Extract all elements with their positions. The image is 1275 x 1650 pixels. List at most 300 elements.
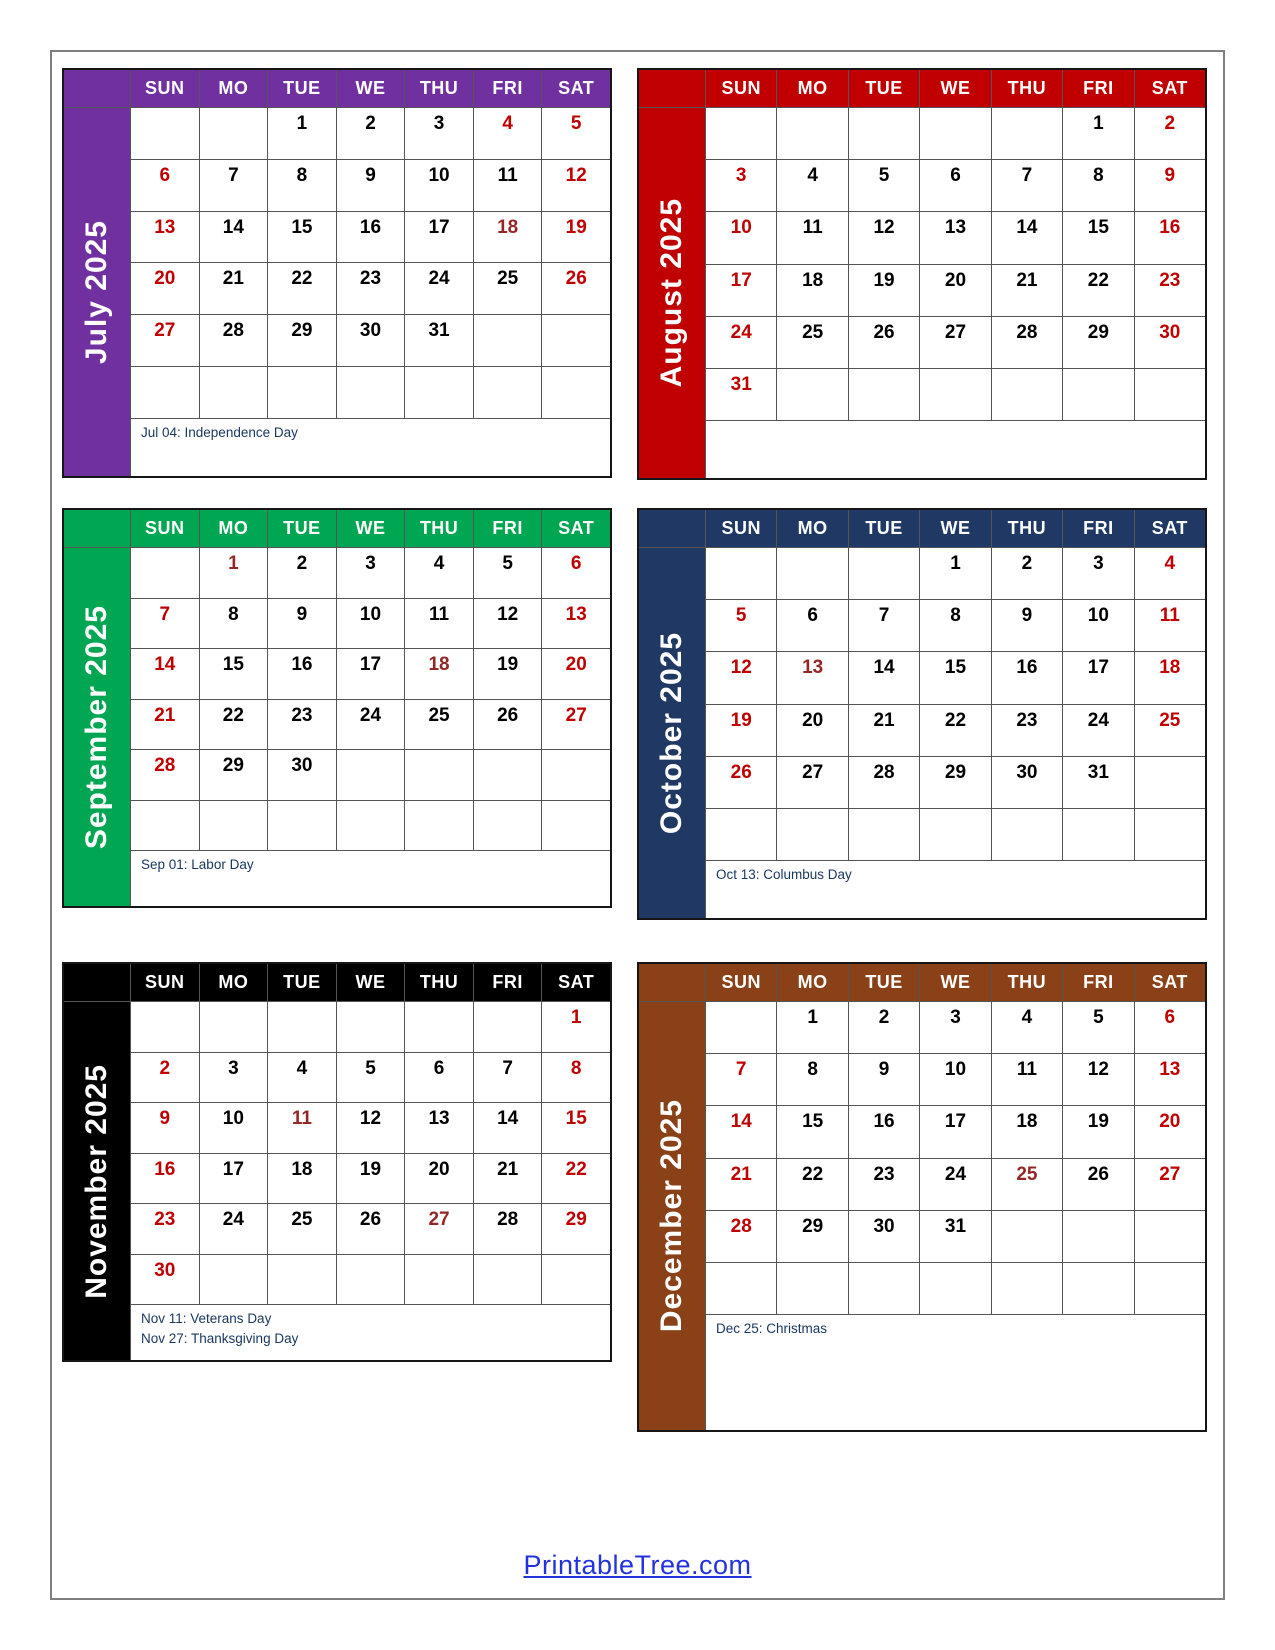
- empty-day-cell: [337, 1002, 405, 1052]
- month-calendar-august-2025: [637, 68, 1207, 480]
- weekday-header-sun: SUN: [706, 70, 776, 107]
- weekday-header-we: WE: [337, 510, 405, 547]
- empty-day-cell: [1063, 1211, 1133, 1262]
- weekday-header-sat: SAT: [1135, 70, 1205, 107]
- day-cell: 22: [542, 1154, 610, 1204]
- day-cell: 30: [268, 750, 336, 800]
- day-cell: 5: [1063, 1002, 1133, 1053]
- day-cell: 2: [992, 548, 1062, 599]
- empty-day-cell: [992, 1263, 1062, 1314]
- weekday-header-sun: SUN: [131, 964, 199, 1001]
- day-cell: 1: [777, 1002, 847, 1053]
- empty-day-cell: [706, 108, 776, 159]
- empty-day-cell: [337, 1255, 405, 1305]
- day-cell: 15: [1063, 212, 1133, 263]
- day-cell: 23: [131, 1204, 199, 1254]
- day-cell: 12: [706, 652, 776, 703]
- empty-day-cell: [542, 315, 610, 366]
- holiday-note: Nov 27: Thanksgiving Day: [141, 1330, 299, 1346]
- weekday-header-sat: SAT: [542, 964, 610, 1001]
- weekday-header-we: WE: [920, 70, 990, 107]
- day-cell: 6: [405, 1053, 473, 1103]
- day-cell: 14: [200, 212, 268, 263]
- weekday-header-fri: FRI: [474, 964, 542, 1001]
- holiday-notes: [131, 1305, 610, 1360]
- day-cell: 15: [777, 1106, 847, 1157]
- holiday-notes: [131, 851, 610, 906]
- day-cell: 19: [542, 212, 610, 263]
- empty-day-cell: [200, 1255, 268, 1305]
- day-cell: 13: [131, 212, 199, 263]
- day-cell: 1: [1063, 108, 1133, 159]
- weekday-header-mo: MO: [777, 510, 847, 547]
- day-cell: 28: [992, 317, 1062, 368]
- day-cell: 24: [200, 1204, 268, 1254]
- day-cell: 11: [268, 1103, 336, 1153]
- day-cell: 7: [200, 160, 268, 211]
- empty-day-cell: [474, 801, 542, 851]
- empty-day-cell: [920, 369, 990, 420]
- day-cell: 3: [200, 1053, 268, 1103]
- day-cell: 18: [992, 1106, 1062, 1157]
- day-cell: 23: [992, 705, 1062, 756]
- day-cell: 26: [849, 317, 919, 368]
- day-cell: 13: [920, 212, 990, 263]
- month-title-label: July 2025: [80, 219, 113, 365]
- empty-day-cell: [337, 367, 405, 418]
- weekday-header-tue: TUE: [849, 70, 919, 107]
- day-cell: 29: [268, 315, 336, 366]
- weekday-header-sat: SAT: [542, 510, 610, 547]
- weekday-header-fri: FRI: [474, 510, 542, 547]
- day-cell: 3: [1063, 548, 1133, 599]
- day-cell: 11: [992, 1054, 1062, 1105]
- day-cell: 3: [405, 108, 473, 159]
- empty-day-cell: [200, 801, 268, 851]
- empty-day-cell: [849, 108, 919, 159]
- weekday-header-thu: THU: [405, 70, 473, 107]
- empty-day-cell: [542, 801, 610, 851]
- month-title-sidebar: [64, 1002, 130, 1360]
- empty-day-cell: [777, 548, 847, 599]
- day-cell: 7: [706, 1054, 776, 1105]
- day-cell: 6: [1135, 1002, 1205, 1053]
- day-cell: 3: [337, 548, 405, 598]
- day-cell: 16: [268, 649, 336, 699]
- holiday-notes: [131, 419, 610, 476]
- day-cell: 28: [849, 757, 919, 808]
- day-cell: 27: [777, 757, 847, 808]
- day-cell: 21: [992, 265, 1062, 316]
- day-cell: 25: [1135, 705, 1205, 756]
- day-cell: 8: [920, 600, 990, 651]
- day-cell: 13: [542, 599, 610, 649]
- day-cell: 8: [542, 1053, 610, 1103]
- header-corner-cell: [639, 510, 705, 547]
- month-grid: [637, 508, 1207, 920]
- day-cell: 17: [706, 265, 776, 316]
- day-cell: 22: [1063, 265, 1133, 316]
- day-cell: 26: [542, 263, 610, 314]
- month-title-label: September 2025: [80, 604, 113, 850]
- weekday-header-we: WE: [920, 510, 990, 547]
- day-cell: 23: [268, 700, 336, 750]
- empty-day-cell: [849, 369, 919, 420]
- month-calendar-july-2025: [62, 68, 612, 478]
- holiday-note: Jul 04: Independence Day: [141, 424, 298, 440]
- weekday-header-sun: SUN: [131, 70, 199, 107]
- empty-day-cell: [706, 1002, 776, 1053]
- day-cell: 25: [474, 263, 542, 314]
- day-cell: 11: [1135, 600, 1205, 651]
- empty-day-cell: [474, 367, 542, 418]
- day-cell: 18: [777, 265, 847, 316]
- day-cell: 8: [268, 160, 336, 211]
- weekday-header-sat: SAT: [542, 70, 610, 107]
- holiday-notes: [706, 421, 1205, 478]
- day-cell: 28: [706, 1211, 776, 1262]
- month-grid: [62, 962, 612, 1362]
- day-cell: 5: [337, 1053, 405, 1103]
- day-cell: 10: [1063, 600, 1133, 651]
- day-cell: 26: [1063, 1159, 1133, 1210]
- empty-day-cell: [337, 801, 405, 851]
- holiday-note: Dec 25: Christmas: [716, 1321, 828, 1336]
- day-cell: 12: [337, 1103, 405, 1153]
- day-cell: 7: [992, 160, 1062, 211]
- day-cell: 20: [542, 649, 610, 699]
- day-cell: 26: [337, 1204, 405, 1254]
- day-cell: 18: [1135, 652, 1205, 703]
- day-cell: 30: [131, 1255, 199, 1305]
- holiday-note: Oct 13: Columbus Day: [716, 867, 852, 882]
- header-corner-cell: [639, 964, 705, 1001]
- day-cell: 18: [268, 1154, 336, 1204]
- weekday-header-fri: FRI: [1063, 964, 1133, 1001]
- day-cell: 2: [268, 548, 336, 598]
- day-cell: 2: [131, 1053, 199, 1103]
- holiday-notes: [706, 1315, 1205, 1430]
- day-cell: 21: [200, 263, 268, 314]
- page-footer: [0, 1550, 1275, 1581]
- empty-day-cell: [405, 1255, 473, 1305]
- day-cell: 13: [777, 652, 847, 703]
- day-cell: 20: [131, 263, 199, 314]
- month-title-sidebar: [639, 548, 705, 918]
- day-cell: 16: [992, 652, 1062, 703]
- day-cell: 24: [337, 700, 405, 750]
- day-cell: 28: [474, 1204, 542, 1254]
- day-cell: 8: [1063, 160, 1133, 211]
- header-corner-cell: [639, 70, 705, 107]
- day-cell: 26: [474, 700, 542, 750]
- weekday-header-sat: SAT: [1135, 964, 1205, 1001]
- day-cell: 17: [337, 649, 405, 699]
- weekday-header-tue: TUE: [268, 964, 336, 1001]
- weekday-header-thu: THU: [992, 510, 1062, 547]
- weekday-header-we: WE: [337, 70, 405, 107]
- day-cell: 6: [777, 600, 847, 651]
- day-cell: 24: [920, 1159, 990, 1210]
- day-cell: 23: [337, 263, 405, 314]
- day-cell: 15: [200, 649, 268, 699]
- day-cell: 28: [200, 315, 268, 366]
- empty-day-cell: [405, 801, 473, 851]
- day-cell: 9: [131, 1103, 199, 1153]
- month-grid: [62, 508, 612, 908]
- day-cell: 2: [849, 1002, 919, 1053]
- day-cell: 21: [849, 705, 919, 756]
- header-corner-cell: [64, 510, 130, 547]
- day-cell: 17: [200, 1154, 268, 1204]
- month-title-sidebar: [639, 108, 705, 478]
- empty-day-cell: [268, 367, 336, 418]
- day-cell: 31: [706, 369, 776, 420]
- empty-day-cell: [200, 367, 268, 418]
- weekday-header-thu: THU: [992, 70, 1062, 107]
- day-cell: 30: [337, 315, 405, 366]
- day-cell: 6: [920, 160, 990, 211]
- day-cell: 15: [542, 1103, 610, 1153]
- day-cell: 10: [706, 212, 776, 263]
- weekday-header-sun: SUN: [706, 964, 776, 1001]
- header-corner-cell: [64, 964, 130, 1001]
- day-cell: 4: [405, 548, 473, 598]
- empty-day-cell: [474, 750, 542, 800]
- day-cell: 22: [920, 705, 990, 756]
- day-cell: 14: [992, 212, 1062, 263]
- holiday-note: Nov 11: Veterans Day: [141, 1311, 272, 1326]
- day-cell: 9: [337, 160, 405, 211]
- holiday-note: Sep 01: Labor Day: [141, 857, 254, 872]
- weekday-header-sun: SUN: [706, 510, 776, 547]
- weekday-header-we: WE: [337, 964, 405, 1001]
- day-cell: 15: [268, 212, 336, 263]
- day-cell: 12: [542, 160, 610, 211]
- day-cell: 23: [1135, 265, 1205, 316]
- empty-day-cell: [131, 548, 199, 598]
- day-cell: 19: [337, 1154, 405, 1204]
- empty-day-cell: [1063, 369, 1133, 420]
- weekday-header-mo: MO: [200, 964, 268, 1001]
- day-cell: 5: [849, 160, 919, 211]
- day-cell: 5: [474, 548, 542, 598]
- day-cell: 28: [131, 750, 199, 800]
- month-title-label: August 2025: [655, 198, 688, 388]
- month-title-sidebar: [64, 548, 130, 906]
- weekday-header-thu: THU: [992, 964, 1062, 1001]
- day-cell: 22: [200, 700, 268, 750]
- day-cell: 21: [131, 700, 199, 750]
- empty-day-cell: [474, 1255, 542, 1305]
- day-cell: 31: [1063, 757, 1133, 808]
- day-cell: 14: [131, 649, 199, 699]
- day-cell: 25: [992, 1159, 1062, 1210]
- day-cell: 22: [268, 263, 336, 314]
- day-cell: 8: [777, 1054, 847, 1105]
- day-cell: 30: [1135, 317, 1205, 368]
- day-cell: 12: [474, 599, 542, 649]
- empty-day-cell: [268, 801, 336, 851]
- day-cell: 13: [1135, 1054, 1205, 1105]
- empty-day-cell: [920, 809, 990, 860]
- day-cell: 27: [405, 1204, 473, 1254]
- day-cell: 6: [542, 548, 610, 598]
- month-calendar-september-2025: [62, 508, 612, 908]
- day-cell: 2: [337, 108, 405, 159]
- footer-site-link[interactable]: PrintableTree.com: [523, 1550, 752, 1580]
- day-cell: 17: [405, 212, 473, 263]
- empty-day-cell: [849, 809, 919, 860]
- day-cell: 14: [474, 1103, 542, 1153]
- day-cell: 23: [849, 1159, 919, 1210]
- day-cell: 5: [706, 600, 776, 651]
- empty-day-cell: [992, 108, 1062, 159]
- day-cell: 19: [474, 649, 542, 699]
- empty-day-cell: [1135, 1263, 1205, 1314]
- day-cell: 1: [920, 548, 990, 599]
- weekday-header-mo: MO: [777, 70, 847, 107]
- day-cell: 9: [849, 1054, 919, 1105]
- day-cell: 24: [706, 317, 776, 368]
- empty-day-cell: [777, 809, 847, 860]
- day-cell: 16: [849, 1106, 919, 1157]
- day-cell: 2: [1135, 108, 1205, 159]
- day-cell: 5: [542, 108, 610, 159]
- empty-day-cell: [474, 1002, 542, 1052]
- day-cell: 1: [268, 108, 336, 159]
- weekday-header-fri: FRI: [474, 70, 542, 107]
- empty-day-cell: [992, 809, 1062, 860]
- day-cell: 3: [920, 1002, 990, 1053]
- empty-day-cell: [131, 801, 199, 851]
- weekday-header-mo: MO: [200, 510, 268, 547]
- day-cell: 29: [777, 1211, 847, 1262]
- day-cell: 18: [405, 649, 473, 699]
- day-cell: 4: [268, 1053, 336, 1103]
- day-cell: 14: [706, 1106, 776, 1157]
- day-cell: 19: [849, 265, 919, 316]
- day-cell: 7: [474, 1053, 542, 1103]
- day-cell: 17: [920, 1106, 990, 1157]
- holiday-notes: [706, 861, 1205, 918]
- empty-day-cell: [849, 1263, 919, 1314]
- day-cell: 9: [1135, 160, 1205, 211]
- month-calendar-december-2025: [637, 962, 1207, 1432]
- day-cell: 30: [992, 757, 1062, 808]
- day-cell: 31: [405, 315, 473, 366]
- day-cell: 9: [992, 600, 1062, 651]
- weekday-header-sat: SAT: [1135, 510, 1205, 547]
- day-cell: 14: [849, 652, 919, 703]
- empty-day-cell: [1135, 809, 1205, 860]
- day-cell: 4: [1135, 548, 1205, 599]
- day-cell: 10: [200, 1103, 268, 1153]
- empty-day-cell: [542, 750, 610, 800]
- weekday-header-tue: TUE: [849, 964, 919, 1001]
- empty-day-cell: [706, 548, 776, 599]
- month-grid: [637, 68, 1207, 480]
- empty-day-cell: [706, 1263, 776, 1314]
- empty-day-cell: [268, 1002, 336, 1052]
- month-title-label: November 2025: [80, 1063, 113, 1299]
- day-cell: 29: [920, 757, 990, 808]
- day-cell: 27: [920, 317, 990, 368]
- weekday-header-we: WE: [920, 964, 990, 1001]
- month-title-sidebar: [64, 108, 130, 476]
- empty-day-cell: [405, 1002, 473, 1052]
- empty-day-cell: [1063, 809, 1133, 860]
- day-cell: 20: [1135, 1106, 1205, 1157]
- day-cell: 4: [992, 1002, 1062, 1053]
- weekday-header-tue: TUE: [268, 70, 336, 107]
- day-cell: 13: [405, 1103, 473, 1153]
- empty-day-cell: [706, 809, 776, 860]
- empty-day-cell: [992, 1211, 1062, 1262]
- empty-day-cell: [777, 108, 847, 159]
- day-cell: 24: [1063, 705, 1133, 756]
- day-cell: 22: [777, 1159, 847, 1210]
- empty-day-cell: [131, 1002, 199, 1052]
- day-cell: 29: [1063, 317, 1133, 368]
- day-cell: 25: [405, 700, 473, 750]
- month-grid: [62, 68, 612, 478]
- header-corner-cell: [64, 70, 130, 107]
- day-cell: 12: [849, 212, 919, 263]
- day-cell: 27: [131, 315, 199, 366]
- weekday-header-sun: SUN: [131, 510, 199, 547]
- weekday-header-fri: FRI: [1063, 510, 1133, 547]
- empty-day-cell: [920, 108, 990, 159]
- day-cell: 29: [200, 750, 268, 800]
- day-cell: 19: [706, 705, 776, 756]
- weekday-header-mo: MO: [200, 70, 268, 107]
- day-cell: 18: [474, 212, 542, 263]
- day-cell: 25: [268, 1204, 336, 1254]
- day-cell: 21: [706, 1159, 776, 1210]
- empty-day-cell: [992, 369, 1062, 420]
- empty-day-cell: [777, 1263, 847, 1314]
- month-calendar-october-2025: [637, 508, 1207, 920]
- empty-day-cell: [405, 367, 473, 418]
- day-cell: 7: [131, 599, 199, 649]
- empty-day-cell: [131, 367, 199, 418]
- empty-day-cell: [542, 367, 610, 418]
- day-cell: 9: [268, 599, 336, 649]
- day-cell: 8: [200, 599, 268, 649]
- day-cell: 16: [337, 212, 405, 263]
- empty-day-cell: [131, 108, 199, 159]
- empty-day-cell: [777, 369, 847, 420]
- day-cell: 29: [542, 1204, 610, 1254]
- day-cell: 16: [131, 1154, 199, 1204]
- weekday-header-thu: THU: [405, 964, 473, 1001]
- empty-day-cell: [542, 1255, 610, 1305]
- day-cell: 26: [706, 757, 776, 808]
- empty-day-cell: [1135, 369, 1205, 420]
- day-cell: 10: [337, 599, 405, 649]
- day-cell: 1: [200, 548, 268, 598]
- day-cell: 1: [542, 1002, 610, 1052]
- empty-day-cell: [200, 108, 268, 159]
- day-cell: 27: [1135, 1159, 1205, 1210]
- empty-day-cell: [337, 750, 405, 800]
- day-cell: 21: [474, 1154, 542, 1204]
- month-grid: [637, 962, 1207, 1432]
- day-cell: 10: [405, 160, 473, 211]
- empty-day-cell: [1135, 757, 1205, 808]
- day-cell: 20: [920, 265, 990, 316]
